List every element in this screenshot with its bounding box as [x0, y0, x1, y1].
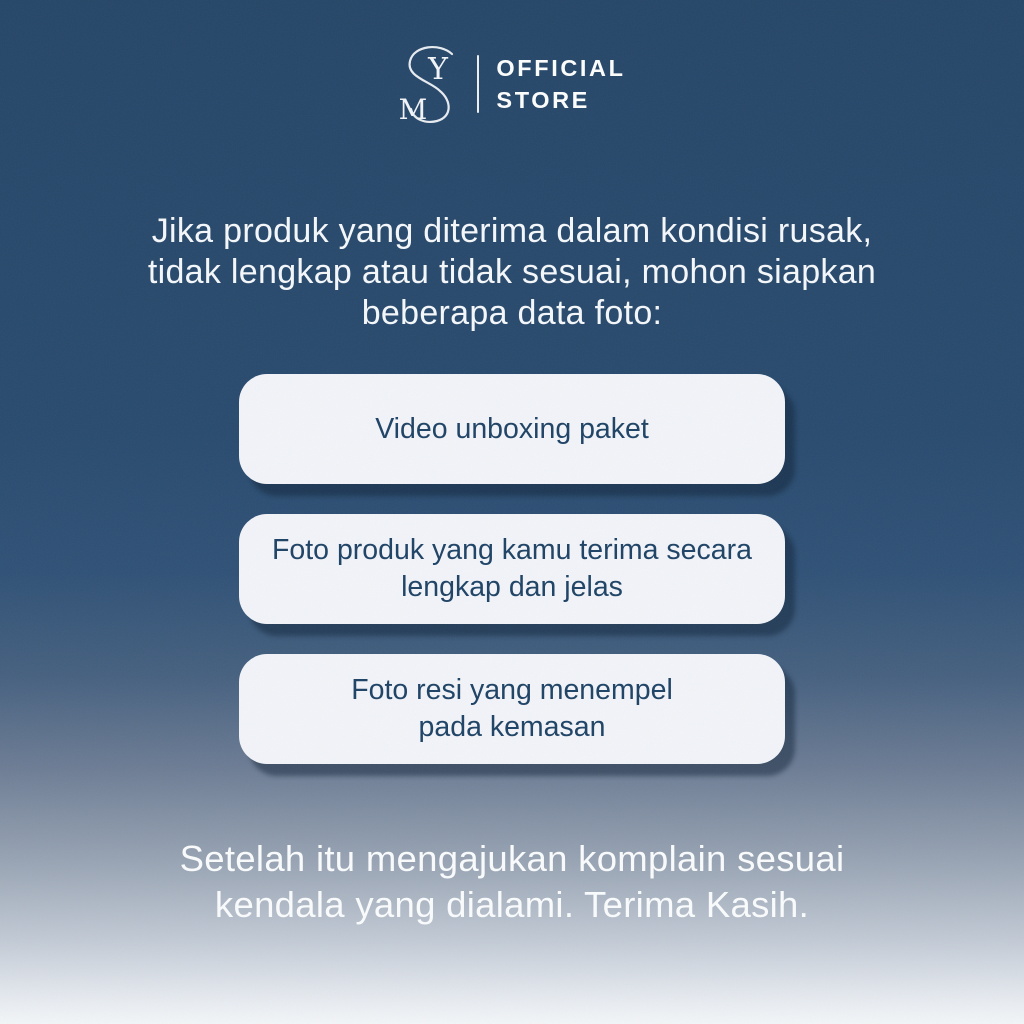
intro-line-2: tidak lengkap atau tidak sesuai, mohon siapkan: [147, 253, 877, 291]
outro-line-1: Setelah itu mengajukan komplain sesuai: [179, 838, 845, 879]
intro-line-3: beberapa data foto:: [361, 294, 663, 332]
outro-text: [0, 836, 1024, 928]
card-video-unboxing: [239, 374, 785, 484]
logo-divider: [477, 55, 479, 113]
card-line: Foto resi yang menempel: [351, 674, 673, 706]
card-foto-produk: [239, 514, 785, 624]
card-line: lengkap dan jelas: [401, 571, 623, 603]
wordmark-line-2: STORE: [496, 87, 590, 113]
card-line: Video unboxing paket: [375, 412, 649, 445]
outro-line-2: kendala yang dialami. Terima Kasih.: [214, 884, 810, 925]
card-line: pada kemasan: [418, 711, 606, 743]
card-foto-resi: [239, 654, 785, 764]
monogram-letter-y: Y: [428, 52, 449, 87]
intro-text: [0, 211, 1024, 334]
requirements-list: [239, 374, 785, 764]
intro-line-1: Jika produk yang diterima dalam kondisi rusak,: [151, 212, 873, 250]
card-line: Foto produk yang kamu terima secara: [272, 534, 752, 566]
monogram-icon: [398, 42, 464, 126]
store-wordmark: [496, 52, 625, 116]
wordmark-line-1: OFFICIAL: [496, 55, 626, 81]
monogram-letter-m: M: [399, 93, 428, 126]
brand-logo: [0, 42, 1024, 126]
